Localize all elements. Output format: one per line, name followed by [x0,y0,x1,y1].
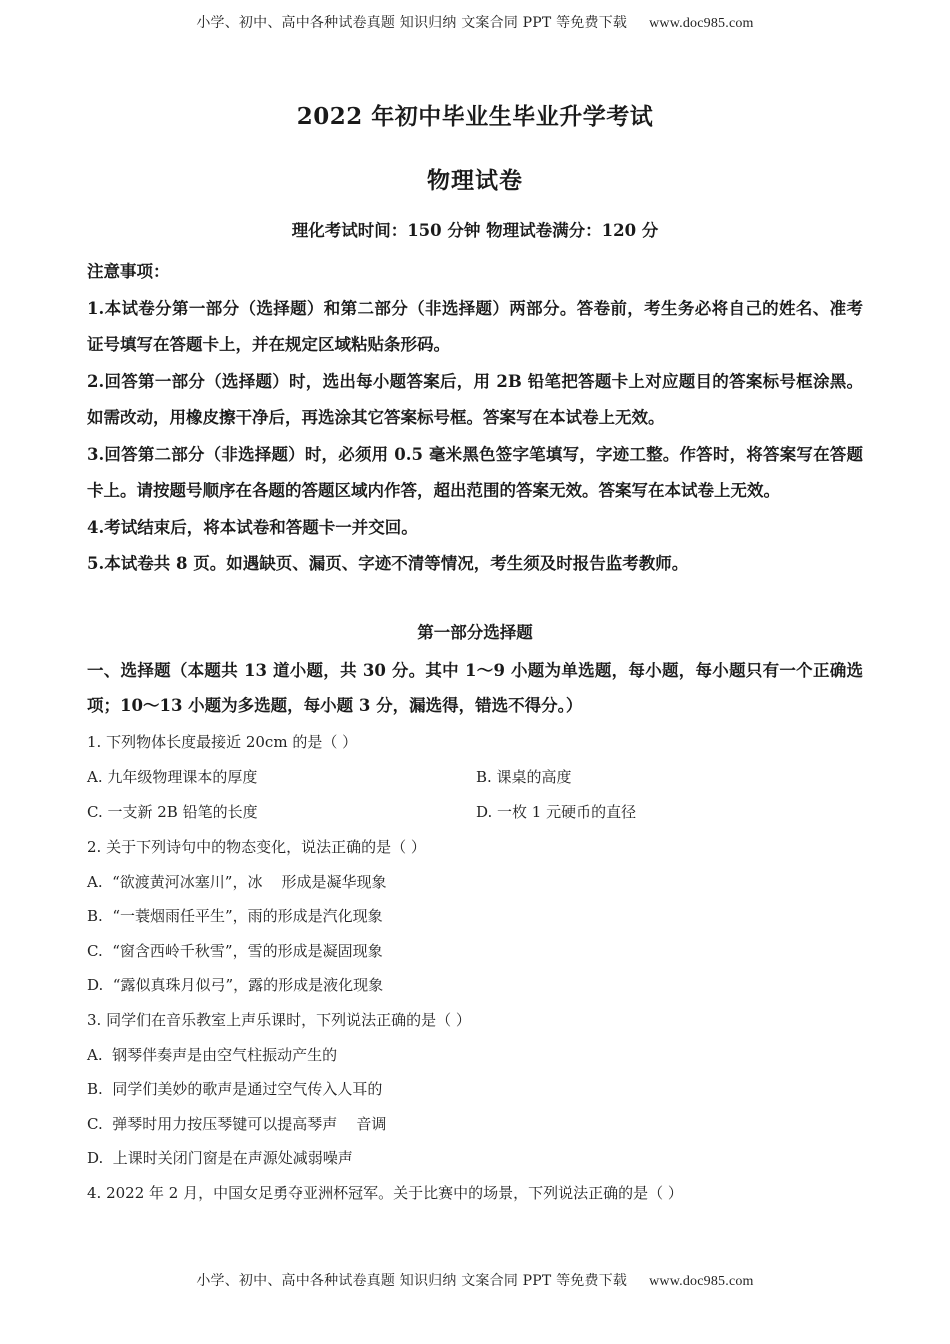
footer-text: 小学、初中、高中各种试卷真题 知识归纳 文案合同 PPT 等免费下载 [196,1273,628,1289]
question-3-option-a: A. 钢琴伴奏声是由空气柱振动产生的 [87,1046,338,1064]
question-2-option-d: D. “露似真珠月似弓”，露的形成是液化现象 [87,976,384,994]
notes-section [87,254,863,583]
question-4-stem: 4. 2022 年 2 月，中国女足勇夺亚洲杯冠军。关于比赛中的场景，下列说法正确的是（ ） [87,1184,683,1202]
part1-title: 第一部分选择题 [417,623,533,642]
question-2-option-b: B. “一蓑烟雨任平生”，雨的形成是汽化现象 [87,907,383,925]
question-2-option-a: A. “欲渡黄河冰塞川”，冰 形成是凝华现象 [87,873,387,891]
exam-title: 2022 年初中毕业生毕业升学考试 [296,103,654,130]
question-1-option-b: B. 课桌的高度 [476,768,572,786]
question-3-option-d: D. 上课时关闭门窗是在声源处减弱噪声 [87,1149,353,1167]
note-item: 2.回答第一部分（选择题）时，选出每小题答案后，用 2B 铅笔把答题卡上对应题目的答案标号框涂黑。如需改动，用橡皮擦干净后，再选涂其它答案标号框。答案写在本试卷上无效。 [87,371,863,427]
footer-site-link[interactable]: www.doc985.com [649,1274,754,1289]
question-1-option-c: C. 一支新 2B 铅笔的长度 [87,803,258,821]
question-3-option-c: C. 弹琴时用力按压琴键可以提高琴声 音调 [87,1115,387,1133]
note-item: 4.考试结束后，将本试卷和答题卡一并交回。 [87,517,418,537]
notes-heading: 注意事项： [87,262,170,281]
page-header [0,12,950,32]
question-1-option-a: A. 九年级物理课本的厚度 [87,768,258,786]
note-item: 1.本试卷分第一部分（选择题）和第二部分（非选择题）两部分。答卷前，考生务必将自己的姓名、准考证号填写在答题卡上，并在规定区域粘贴条形码。 [87,298,863,354]
question-2-option-c: C. “窗含西岭千秋雪”，雪的形成是凝固现象 [87,942,383,960]
note-item: 5.本试卷共 8 页。如遇缺页、漏页、字迹不清等情况，考生须及时报告监考教师。 [87,554,689,573]
section-description: 一、选择题（本题共 13 道小题，共 30 分。其中 1～9 小题为单选题，每小题，每小题只有一个正确选项；10～13 小题为多选题，每小题 3 分，漏选得，错选不得分。） [87,661,863,715]
exam-info: 理化考试时间：150 分钟 物理试卷满分：120 分 [291,221,659,240]
header-site-link[interactable]: www.doc985.com [649,16,754,31]
question-3-option-b: B. 同学们美妙的歌声是通过空气传入人耳的 [87,1080,383,1098]
page-footer [0,1270,950,1290]
question-1-option-d: D. 一枚 1 元硬币的直径 [476,803,637,821]
question-1-stem: 1. 下列物体长度最接近 20cm 的是（ ） [87,733,358,751]
subject-title: 物理试卷 [427,167,523,194]
note-item: 3.回答第二部分（非选择题）时，必须用 0.5 毫米黑色签字笔填写，字迹工整。作答时，将答案写在答题卡上。请按题号顺序在各题的答题区域内作答，超出范围的答案无效。答案写在本试卷上无效。 [87,444,863,500]
question-3-stem: 3. 同学们在音乐教室上声乐课时，下列说法正确的是（ ） [87,1011,471,1029]
header-text: 小学、初中、高中各种试卷真题 知识归纳 文案合同 PPT 等免费下载 [196,15,628,31]
question-2-stem: 2. 关于下列诗句中的物态变化，说法正确的是（ ） [87,838,426,856]
